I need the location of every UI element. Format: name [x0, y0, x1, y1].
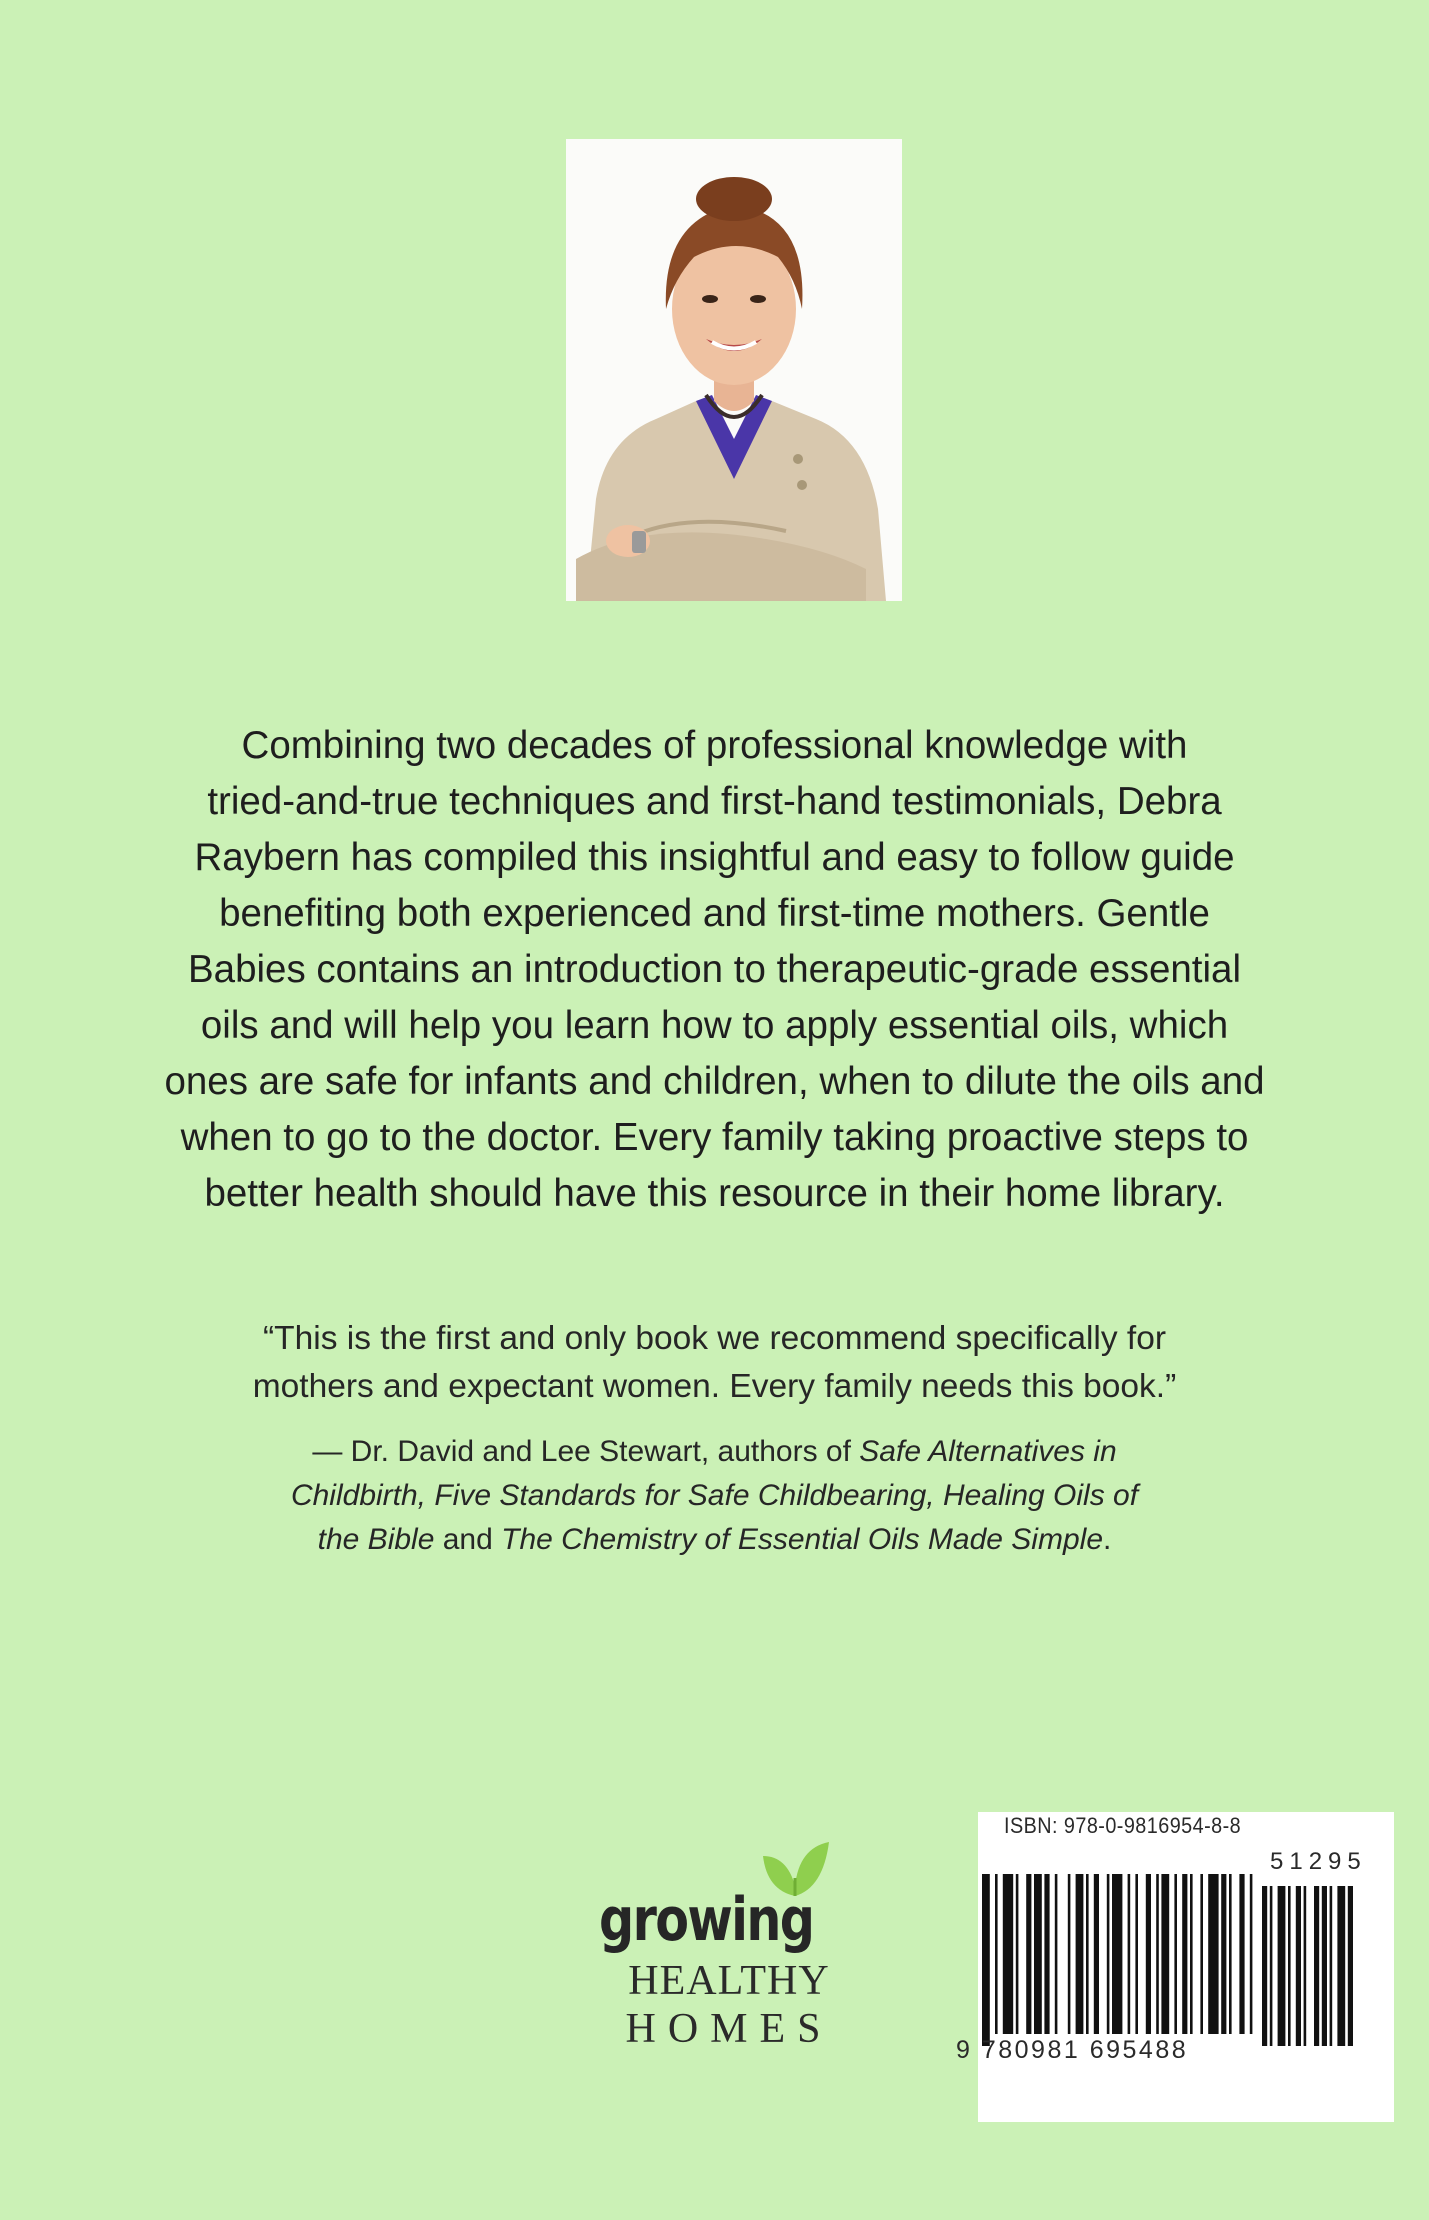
- barcode-addon-bar: [1288, 1886, 1291, 2046]
- description-line: Raybern has compiled this insightful and easy to follow guide: [194, 836, 1235, 879]
- barcode-bar: [1055, 1874, 1058, 2034]
- barcode-bar: [1156, 1874, 1159, 2034]
- barcode-addon-bar: [1304, 1886, 1307, 2046]
- barcode-addon-bar: [1296, 1886, 1301, 2046]
- book-title: the Bible: [317, 1523, 435, 1556]
- barcode-bar: [1229, 1874, 1232, 2034]
- barcode-bar: [1044, 1874, 1049, 2034]
- attribution-and: and: [434, 1523, 502, 1556]
- isbn-label: ISBN: 978-0-9816954-8-8: [1004, 1813, 1242, 1838]
- barcode-bar: [1107, 1874, 1110, 2034]
- barcode-bar: [982, 1874, 990, 2046]
- barcode-bar: [1086, 1874, 1089, 2034]
- barcode-addon-bar: [1262, 1886, 1267, 2046]
- barcode-bar: [1182, 1874, 1187, 2034]
- description-line: Babies contains an introduction to therapeutic-grade essential: [188, 948, 1241, 991]
- barcode-bar: [1221, 1874, 1226, 2034]
- barcode-number: 9 780981 695488: [956, 2036, 1189, 2064]
- barcode-bar: [1200, 1874, 1203, 2034]
- attribution-prefix: — Dr. David and Lee Stewart, authors of: [312, 1435, 860, 1468]
- barcode-bar: [1146, 1874, 1151, 2034]
- author-photo: [566, 139, 902, 601]
- barcode-bars: [982, 1874, 1382, 2046]
- publisher-wordmark: growing: [599, 1885, 814, 1955]
- quote-line: “This is the first and only book we recommend specifically for: [263, 1320, 1166, 1357]
- barcode-addon-bar: [1348, 1886, 1353, 2046]
- description-line: oils and will help you learn how to apply essential oils, which: [200, 1004, 1229, 1047]
- barcode-bar: [1112, 1874, 1122, 2034]
- barcode-bar: [1094, 1874, 1099, 2034]
- book-description: [50, 718, 1379, 1222]
- barcode-bar: [995, 1874, 998, 2034]
- barcode-bar: [1190, 1874, 1193, 2034]
- barcode-bar: [1174, 1874, 1177, 2034]
- barcode-addon-bar: [1330, 1886, 1333, 2046]
- book-title: Safe Alternatives in: [859, 1435, 1117, 1468]
- publisher-name-line2: HEALTHY: [628, 1958, 830, 2004]
- barcode-addon-bar: [1337, 1886, 1345, 2046]
- description-line: tried-and-true techniques and first-hand testimonials, Debra: [207, 780, 1222, 823]
- price-code: 51295: [1270, 1848, 1367, 1875]
- barcode-bar: [1003, 1874, 1013, 2034]
- barcode-addon-bar: [1314, 1886, 1319, 2046]
- description-line: Combining two decades of professional knowledge with: [241, 724, 1188, 767]
- barcode-addon-bar: [1270, 1886, 1273, 2046]
- barcode-bar: [1068, 1874, 1071, 2034]
- barcode-bar: [1128, 1874, 1131, 2034]
- barcode-bar: [1135, 1874, 1138, 2034]
- barcode-bar: [1208, 1874, 1218, 2034]
- book-title: Childbirth, Five Standards for Safe Childbearing, Healing Oils of: [290, 1479, 1139, 1512]
- description-line: ones are safe for infants and children, when to dilute the oils and: [164, 1060, 1265, 1103]
- description-line: benefiting both experienced and first-time mothers. Gentle: [219, 892, 1210, 935]
- barcode-addon-bar: [1322, 1886, 1327, 2046]
- description-line: better health should have this resource in their home library.: [204, 1172, 1225, 1215]
- barcode-addon-bar: [1278, 1886, 1286, 2046]
- barcode-bar: [1250, 1874, 1253, 2034]
- testimonial-quote: [120, 1315, 1309, 1411]
- publisher-logo: [585, 1838, 885, 2098]
- barcode-bar: [1076, 1874, 1084, 2034]
- quote-line: mothers and expectant women. Every family needs this book.”: [252, 1368, 1177, 1405]
- testimonial-attribution: [120, 1430, 1309, 1562]
- barcode-bar: [1026, 1874, 1031, 2034]
- barcode-bar: [1239, 1874, 1244, 2034]
- barcode-bar: [1016, 1874, 1019, 2034]
- publisher-name-line3: HOMES: [625, 2006, 833, 2052]
- barcode-bar: [1034, 1874, 1042, 2034]
- attribution-suffix: .: [1103, 1523, 1112, 1556]
- book-title: The Chemistry of Essential Oils Made Simple: [501, 1523, 1103, 1556]
- barcode-bar: [1161, 1874, 1169, 2034]
- description-line: when to go to the doctor. Every family taking proactive steps to: [180, 1116, 1249, 1159]
